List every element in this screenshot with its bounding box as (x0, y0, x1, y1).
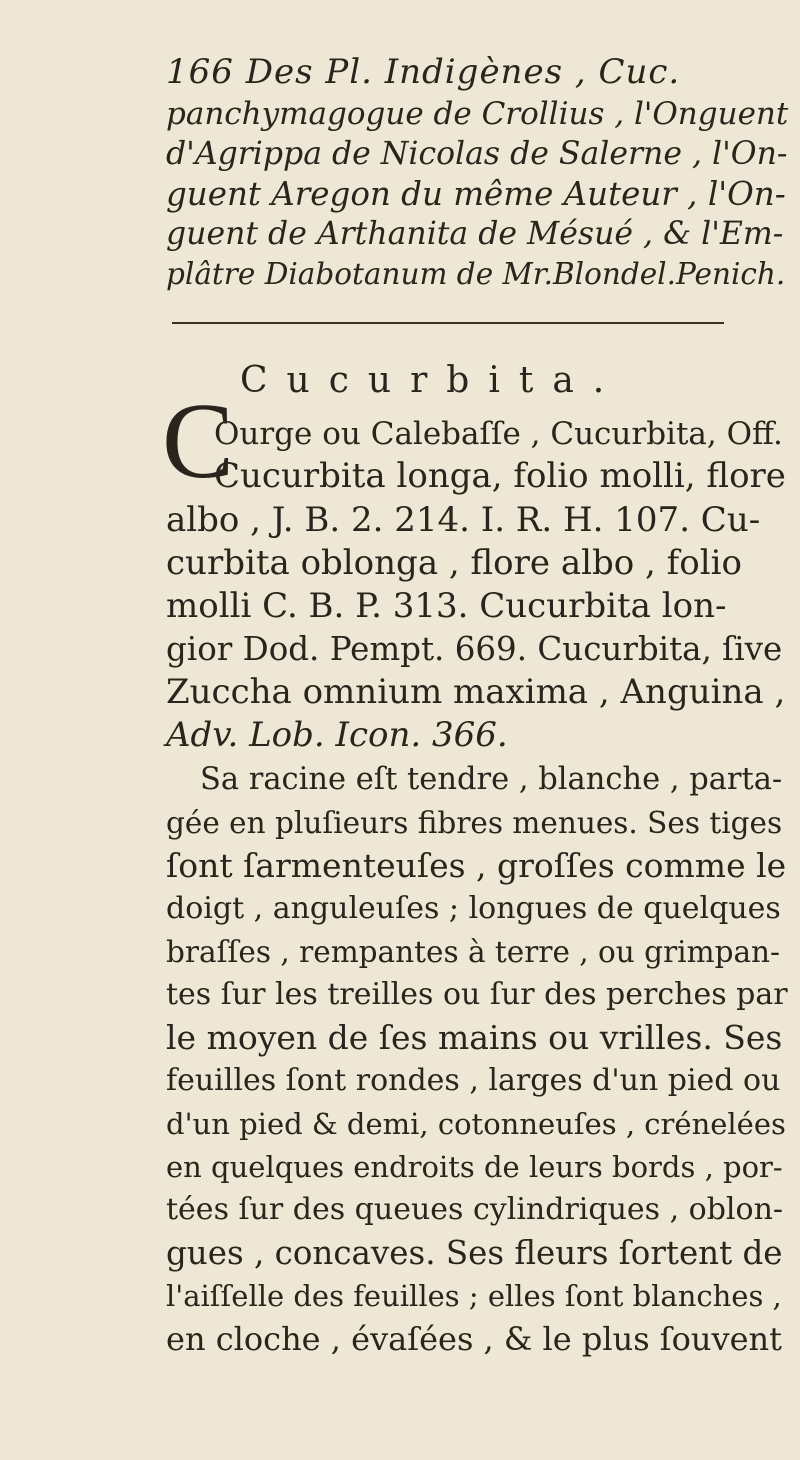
entry-line: Zuccha omnium maxima , Anguina , (166, 672, 786, 712)
paragraph-line: en quelques endroits de leurs bords , por- (166, 1150, 783, 1184)
entry-line: albo , J. B. 2. 214. I. R. H. 107. Cu- (166, 500, 761, 540)
text-line: guent de Arthanita de Mésué , & l'Em- (166, 216, 784, 252)
running-header: 166 Des Pl. Indigènes , Cuc. (166, 52, 681, 92)
paragraph-line: l'aiſſelle des feuilles ; elles ſont blanches , (166, 1279, 782, 1313)
section-title: Cucurbita. (240, 360, 624, 401)
paragraph-line: le moyen de ſes mains ou vrilles. Ses (166, 1018, 783, 1057)
text-line: plâtre Diabotanum de Mr.Blondel.Penich. (166, 257, 786, 291)
entry-line: gior Dod. Pempt. 669. Cucurbita, ſive (166, 630, 783, 668)
paragraph-line: d'un pied & demi, cotonneuſes , crénelées (166, 1107, 786, 1141)
text-line: panchymagogue de Crollius , l'Onguent (166, 96, 789, 132)
paragraph-line: tées ſur des queues cylindriques , oblon- (166, 1192, 784, 1227)
paragraph-line: Sa racine eſt tendre , blanche , parta- (200, 762, 783, 797)
paragraph-line: gues , concaves. Ses fleurs ſortent de (166, 1234, 783, 1272)
entry-line: Cucurbita longa, folio molli, flore (214, 456, 786, 496)
entry-line: Ourge ou Calebaſſe , Cucurbita, Off. (214, 416, 783, 452)
text-line: d'Agrippa de Nicolas de Salerne , l'On- (166, 136, 788, 172)
paragraph-line: feuilles ſont rondes , larges d'un pied ou (166, 1063, 781, 1098)
drop-cap: C (162, 382, 235, 501)
entry-line: Adv. Lob. Icon. 366. (166, 715, 508, 755)
section-divider (172, 322, 724, 324)
text-line: guent Aregon du même Auteur , l'On- (166, 175, 786, 213)
entry-line: curbita oblonga , flore albo , folio (166, 543, 742, 583)
entry-line: molli C. B. P. 313. Cucurbita lon- (166, 586, 727, 626)
paragraph-line: gée en pluſieurs fibres menues. Ses tiges (166, 806, 783, 840)
paragraph-line: tes ſur les treilles ou ſur des perches par (166, 977, 788, 1012)
paragraph-line: braſſes , rempantes à terre , ou grimpan- (166, 935, 781, 969)
paragraph-line: ſont ſarmenteuſes , groſſes comme le (166, 846, 787, 885)
paragraph-line: doigt , anguleuſes ; longues de quelques (166, 891, 781, 926)
paragraph-line: en cloche , évaſées , & le plus ſouvent (166, 1320, 782, 1358)
